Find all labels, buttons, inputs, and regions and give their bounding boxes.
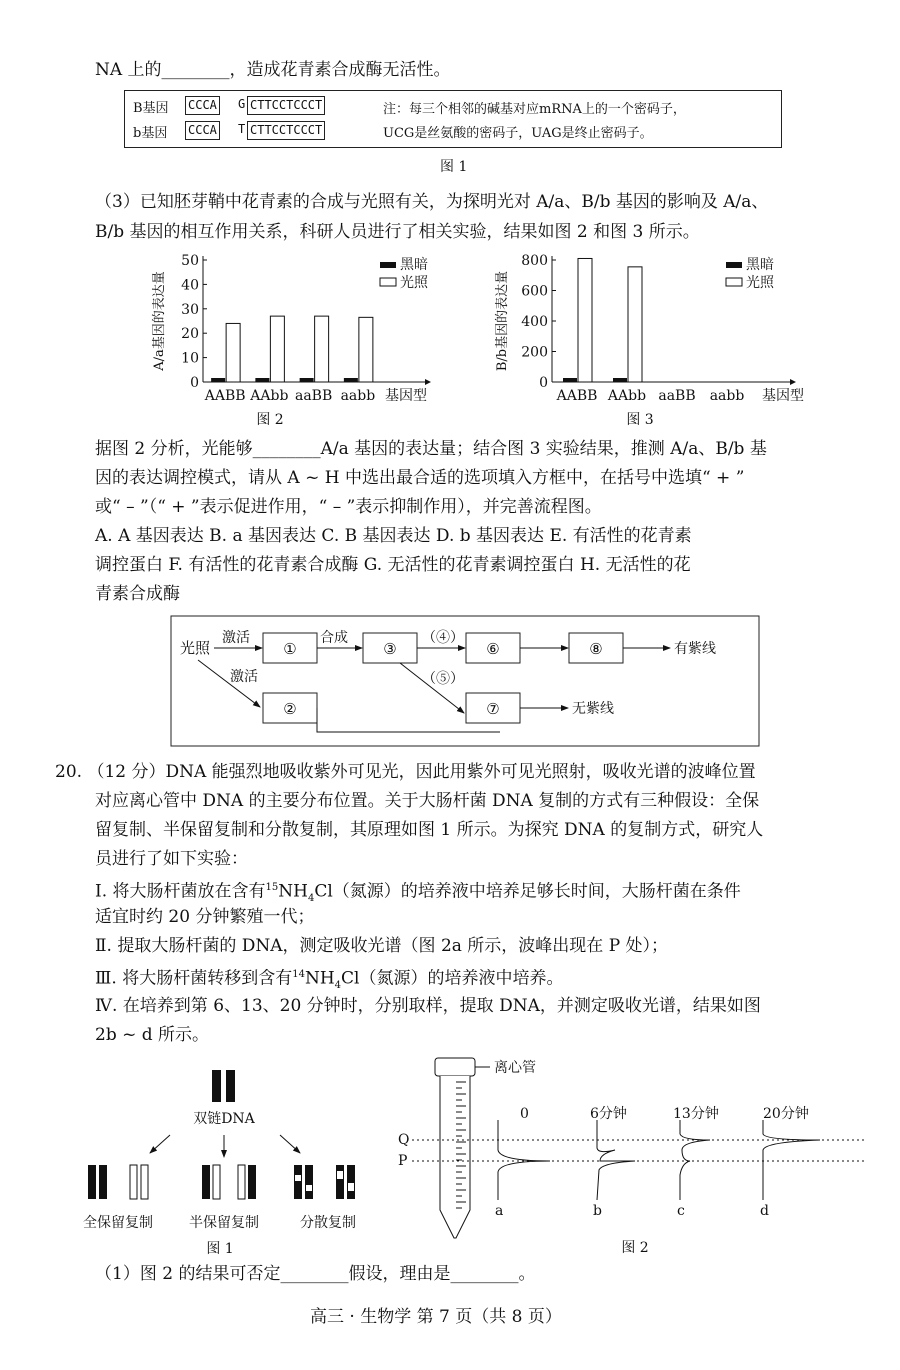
text-line: 青素合成酶 [95,584,180,604]
text-line: B/b 基因的相互作用关系，科研人员进行了相关实验，结果如图 2 和图 3 所示。 [95,222,700,242]
text-line: 或“ – ”（“ + ”表示促进作用，“ – ”表示抑制作用），并完善流程图。 [95,497,602,517]
time-label: 0 [520,1106,529,1122]
flow-light: 光照 [180,639,211,657]
y-tick-label: 50 [181,253,199,269]
bar-light [628,267,642,382]
x-axis-label: 基因型 [385,388,427,404]
flow-nopurple: 无紫线 [572,701,614,717]
text-line: Ⅰ. 将大肠杆菌放在含有$^{15}NH_4Cl$（氮源）的培养液中培养足够长时间，大肠杆菌在条件 [95,881,741,905]
legend-swatch-light [380,278,396,286]
y-tick-label: 10 [181,350,199,367]
figure-caption: 图 2 [621,1240,649,1256]
y-axis-label: B/b基因的表达量 [495,270,510,372]
x-tick-label: aaBB [294,388,333,404]
legend-swatch-light [726,278,742,286]
text-line: 据图 2 分析，光能够________A/a 基因的表达量；结合图 3 实验结果，推测 A/a、B/b 基 [95,439,767,459]
flow-box-label: ⑦ [486,700,500,718]
figure-caption: 图 3 [626,412,654,428]
legend-label: 光照 [746,275,774,291]
bar-light [315,316,329,382]
figure-caption: 图 1 [440,159,468,175]
chart-fig2 [145,250,455,430]
note-text: 注：每三个相邻的碱基对应mRNA上的一个密码子， [383,102,686,117]
y-tick-label: 30 [181,301,199,318]
gene-label: B基因 [133,101,169,116]
bar-dark [563,378,577,382]
bar-light [226,323,240,382]
flow-purple: 有紫线 [674,641,716,657]
dna-label: 分散复制 [300,1215,356,1231]
text-line: Ⅱ. 提取大肠杆菌的 DNA，测定吸收光谱（图 2a 所示，波峰出现在 P 处）； [95,936,669,956]
bar-dark [613,378,627,382]
note-text: UCG是丝氨酸的密码子，UAG是终止密码子。 [383,126,653,141]
bar-light [359,317,373,382]
text-line: 因的表达调控模式，请从 A ~ H 中选出最合适的选项填入方框中，在括号中选填“ + ” [95,468,745,488]
time-label: 13分钟 [673,1106,719,1122]
seq-base: T [238,122,246,136]
y-tick-label: 20 [181,326,199,343]
x-axis-arrow [790,379,796,385]
legend-swatch-dark [380,262,396,268]
panel-letter: b [593,1203,602,1219]
panel-letter: a [495,1203,504,1219]
gene-figure-box [124,90,782,148]
flowchart-frame [171,616,759,746]
text-line: （1）图 2 的结果可否定________假设，理由是________。 [95,1264,536,1284]
bar-dark [211,378,225,382]
page-footer: 高三 · 生物学 第 7 页（共 8 页） [310,1307,562,1327]
dna-replication-figure [70,1065,380,1260]
y-axis-label: A/a基因的表达量 [152,271,167,371]
seq-box: CTTCCTCCCT [247,121,325,140]
x-tick-label: aabb [709,388,745,404]
text-line: Ⅳ. 在培养到第 6、13、20 分钟时，分别取样，提取 DNA，并测定吸收光谱，结果如图 [95,996,761,1016]
flowchart [170,615,760,747]
figure-caption: 图 1 [206,1241,234,1257]
legend-label: 光照 [400,275,428,291]
text-line: 20. （12 分）DNA 能强烈地吸收紫外可见光，因此用紫外可见光照射，吸收光谱的波峰位置 [55,762,756,782]
y-tick-label: 800 [521,253,548,269]
flow-p4: （④） [422,630,464,646]
y-tick-label: 0 [539,375,548,391]
x-tick-label: AABB [204,388,246,404]
figure-caption: 图 2 [256,412,284,428]
dna-label: 全保留复制 [83,1215,153,1231]
text-line: 员进行了如下实验： [95,849,248,869]
panel-letter: c [677,1203,685,1219]
text-line: Ⅲ. 将大肠杆菌转移到含有$^{14}NH_4Cl$（氮源）的培养液中培养。 [95,968,564,992]
bar-dark [344,378,358,382]
seq-base: G [238,97,246,111]
x-axis-label: 基因型 [762,388,804,404]
flow-box-label: ⑥ [486,640,500,658]
text-line: 对应离心管中 DNA 的主要分布位置。关于大肠杆菌 DNA 复制的方式有三种假设：全保 [95,791,760,811]
bar-dark [255,378,269,382]
text-line: 调控蛋白 F. 有活性的花青素合成酶 G. 无活性的花青素调控蛋白 H. 无活性的花 [95,555,691,575]
legend-label: 黑暗 [746,257,774,273]
flow-box-label: ② [283,700,297,718]
y-tick-label: 0 [190,375,199,391]
y-tick-label: 400 [521,314,548,330]
flow-p5: （⑤） [422,671,464,687]
x-tick-label: AABB [556,388,598,404]
p-label: P [398,1153,408,1169]
seq-box: CCCA [185,121,220,140]
dsdna-label: 双链DNA [193,1111,255,1127]
flow-activate: 激活 [230,669,258,685]
tube-label: 离心管 [494,1060,536,1076]
panel-letter: d [760,1203,769,1219]
bar-light [270,316,284,382]
flow-synth: 合成 [320,630,348,646]
centrifuge-figure [390,1050,870,1265]
gene-label: b基因 [133,126,168,141]
flow-box-label: ① [283,640,297,658]
seq-box: CCCA [185,96,220,115]
chart-fig3 [490,250,810,430]
text-line: A. A 基因表达 B. a 基因表达 C. B 基因表达 D. b 基因表达 E. 有活性的花青素 [95,526,692,546]
text-line: （3）已知胚芽鞘中花青素的合成与光照有关，为探明光对 A/a、B/b 基因的影响及 A/a、 [95,192,769,212]
bar-light [578,258,592,382]
legend-swatch-dark [726,262,742,268]
x-axis-arrow [425,379,431,385]
seq-box: CTTCCTCCCT [247,96,325,115]
dna-label: 半保留复制 [189,1215,259,1231]
text-line: NA 上的________，造成花青素合成酶无活性。 [95,60,451,80]
time-label: 6分钟 [590,1106,627,1122]
legend-label: 黑暗 [400,257,428,273]
flow-box-label: ⑧ [589,640,603,658]
y-tick-label: 600 [521,283,548,300]
bar-dark [300,378,314,382]
flow-activate: 激活 [222,630,250,646]
flow-box-label: ③ [383,640,397,658]
x-tick-label: AAbb [607,388,647,404]
time-label: 20分钟 [763,1106,809,1122]
q-label: Q [398,1132,410,1148]
x-tick-label: aaBB [658,388,696,404]
y-tick-label: 40 [181,277,199,294]
text-line: 2b ~ d 所示。 [95,1025,210,1045]
text-line: 适宜时约 20 分钟繁殖一代； [95,907,315,927]
x-tick-label: aabb [340,388,376,404]
y-tick-label: 200 [521,344,548,361]
x-tick-label: AAbb [250,388,289,404]
text-line: 留复制、半保留复制和分散复制，其原理如图 1 所示。为探究 DNA 的复制方式，研究人 [95,820,764,840]
